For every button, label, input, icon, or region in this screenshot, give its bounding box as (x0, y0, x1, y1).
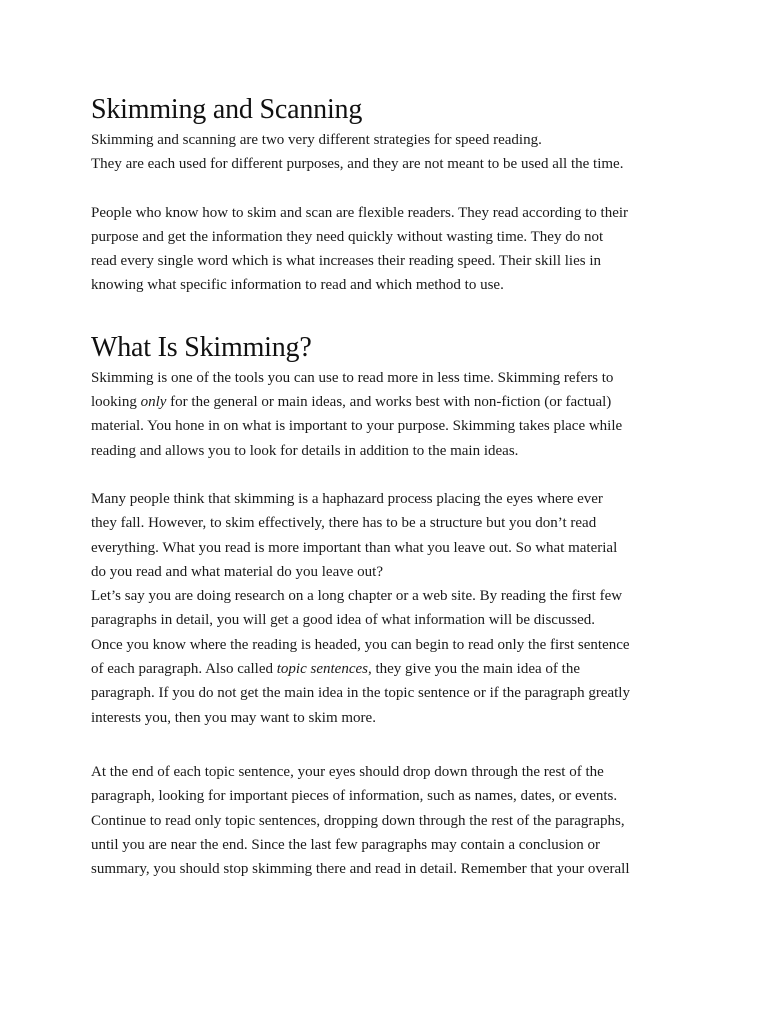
paragraph-line: paragraph, looking for important pieces of information, such as names, dates, or events. (91, 788, 618, 805)
paragraph-line: People who know how to skim and scan are flexible readers. They read according to their (91, 204, 629, 221)
paragraph-spacer (91, 730, 691, 760)
paragraph-line: interests you, then you may want to skim more. (91, 709, 376, 726)
paragraph-line: At the end of each topic sentence, your eyes should drop down through the rest of the (91, 763, 604, 780)
paragraph-line: knowing what specific information to read and which method to use. (91, 277, 504, 294)
text-run: looking (91, 394, 141, 411)
topic-sentence-paragraph (91, 760, 691, 881)
paragraph-line: read every single word which is what increases their reading speed. Their skill lies in (91, 253, 601, 270)
paragraph-spacer (91, 177, 691, 201)
paragraph-line: material. You hone in on what is important to your purpose. Skimming takes place while (91, 418, 623, 435)
paragraph-line: everything. What you read is more important than what you leave out. So what material (91, 539, 618, 556)
intro-line: They are each used for different purposes, and they are not meant to be used all the time. (91, 156, 624, 173)
document-content (91, 92, 691, 881)
paragraph-line: Continue to read only topic sentences, dropping down through the rest of the paragraphs, (91, 812, 625, 829)
paragraph-line: paragraphs in detail, you will get a good idea of what information will be discussed. (91, 612, 596, 629)
research-paragraph (91, 584, 691, 730)
paragraph-line: Skimming is one of the tools you can use to read more in less time. Skimming refers to (91, 369, 614, 386)
text-run: for the general or main ideas, and works best with non-fiction (or factual) (166, 394, 612, 411)
paragraph-line: paragraph. If you do not get the main idea in the topic sentence or if the paragraph greatly (91, 685, 630, 702)
intro-paragraph (91, 128, 691, 177)
text-run: of each paragraph. Also called (91, 661, 277, 678)
section-spacer (91, 298, 691, 330)
paragraph-line: until you are near the end. Since the last few paragraphs may contain a conclusion or (91, 836, 600, 853)
emphasis-topic-sentences: topic sentences (276, 661, 368, 678)
paragraph-line: Many people think that skimming is a haphazard process placing the eyes where ever (91, 490, 603, 507)
paragraph-line (91, 657, 691, 681)
flexible-readers-paragraph (91, 201, 691, 298)
paragraph-line: purpose and get the information they need quickly without wasting time. They do not (91, 228, 604, 245)
paragraph-line: reading and allows you to look for details in addition to the main ideas. (91, 442, 519, 459)
text-run: , they give you the main idea of the (367, 661, 580, 678)
skimming-definition-paragraph (91, 366, 691, 463)
paragraph-line: do you read and what material do you leave out? (91, 563, 383, 580)
heading-skimming-and-scanning: Skimming and Scanning (91, 94, 363, 125)
paragraph-line (91, 390, 691, 414)
emphasis-only: only (140, 394, 167, 411)
paragraph-line: Once you know where the reading is headed, you can begin to read only the first sentence (91, 636, 630, 653)
paragraph-line: Let’s say you are doing research on a long chapter or a web site. By reading the first few (91, 588, 623, 605)
paragraph-line: summary, you should stop skimming there and read in detail. Remember that your overall (91, 861, 630, 878)
haphazard-process-paragraph (91, 487, 691, 584)
paragraph-spacer (91, 463, 691, 487)
intro-line: Skimming and scanning are two very different strategies for speed reading. (91, 132, 542, 148)
heading-what-is-skimming: What Is Skimming? (91, 331, 312, 363)
paragraph-line: they fall. However, to skim effectively, there has to be a structure but you don’t read (91, 515, 597, 532)
